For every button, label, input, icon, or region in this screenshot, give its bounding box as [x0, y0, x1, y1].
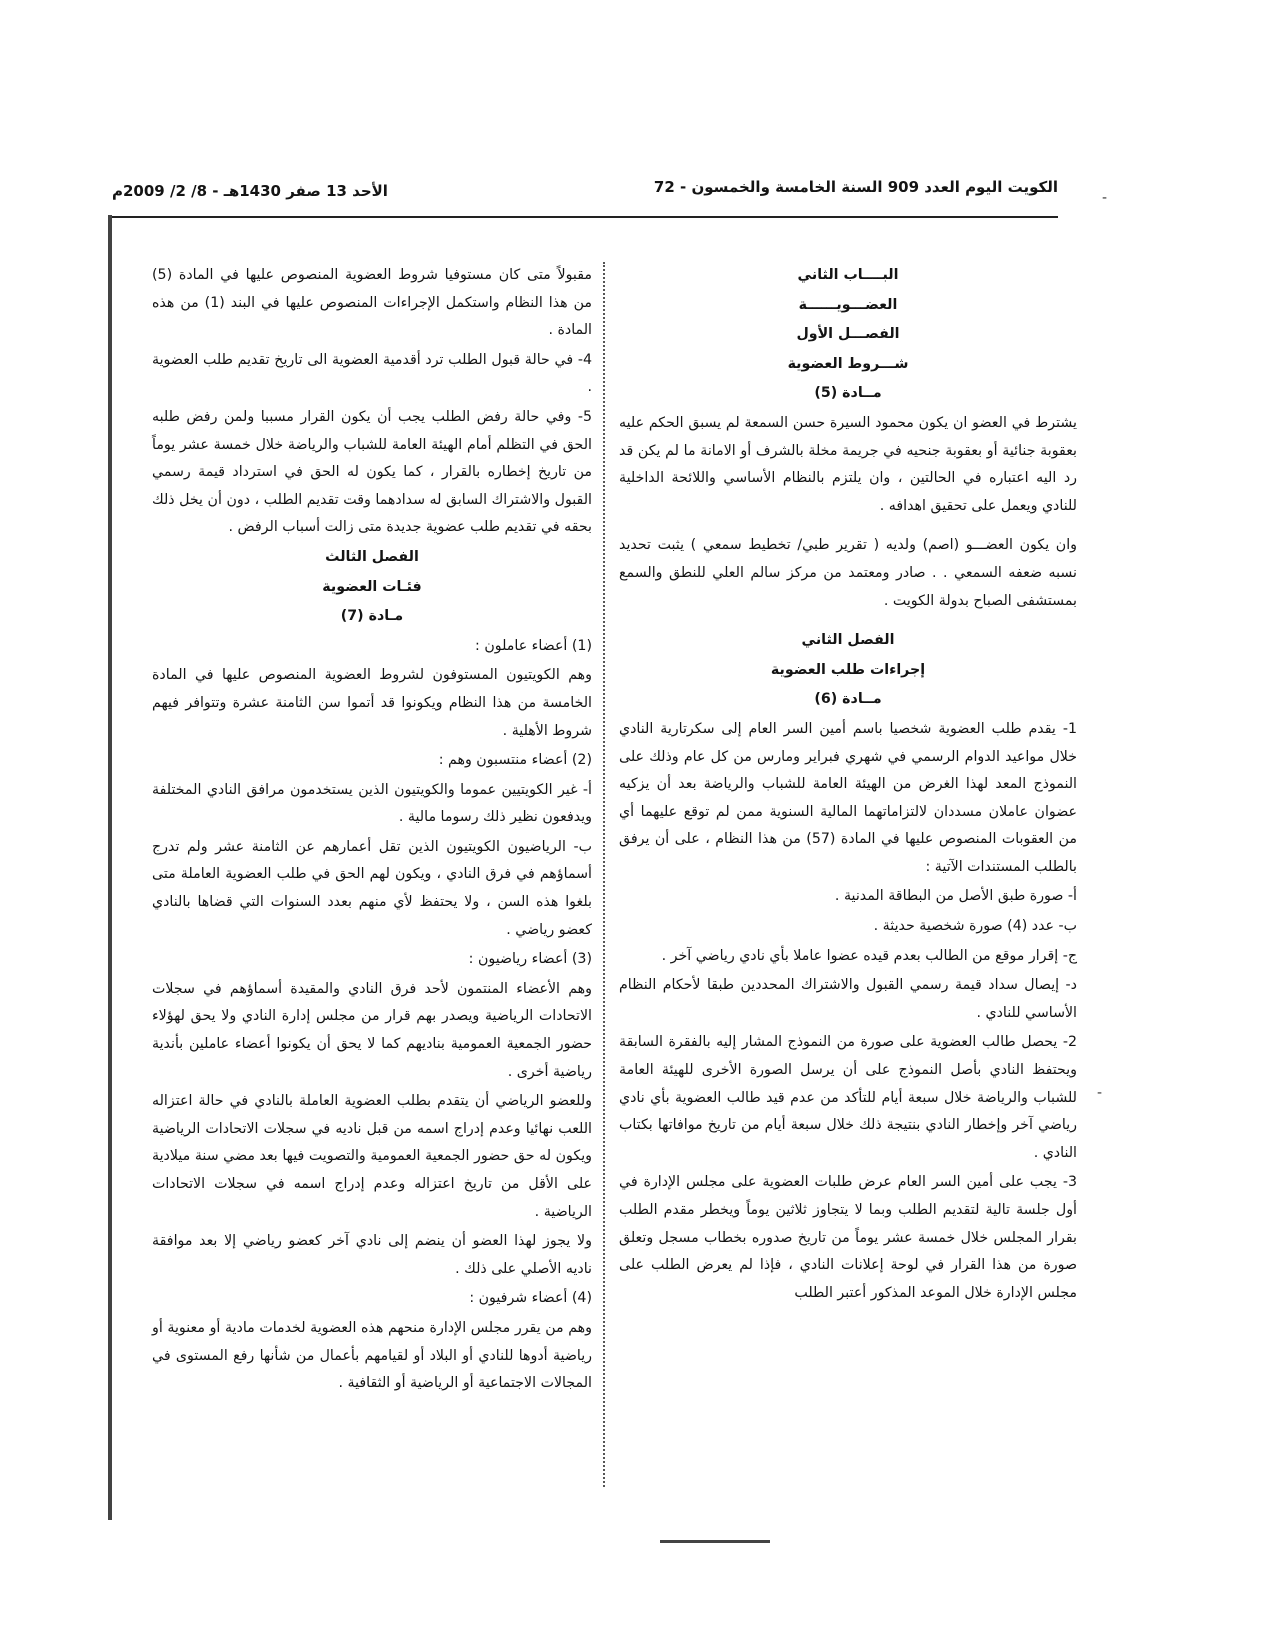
column-separator [603, 262, 605, 1487]
scan-edge [108, 215, 112, 1520]
left-column [152, 262, 592, 1400]
section-title: فئـات العضوية [322, 578, 422, 595]
paragraph: وهم من يقرر مجلس الإدارة منحهم هذه العضوية لخدمات مادية أو معنوية أو رياضية أدوها للنادي أو البلاد أو لقيامهم بأعمال من شأنها رفع المستوى في المجالات الاجتماعية أو الرياضية أو الثقافية . [152, 1319, 592, 1392]
section-heading: الفصـــل الأول [796, 326, 900, 343]
category-label: (3) أعضاء رياضيون : [468, 951, 592, 968]
right-column [619, 262, 1077, 1309]
page-header [112, 178, 1058, 212]
list-item: ب- عدد (4) صورة شخصية حديثة . [873, 918, 1077, 935]
paragraph: يشترط في العضو ان يكون محمود السيرة حسن السمعة لم يسبق الحكم عليه بعقوبة جنائية أو بعقوبة جنحيه في جريمة مخلة بالشرف أو الامانة ما لم يكن قد رد اليه اعتباره في الحالتين ، وان يلتزم بالنظام الأساسي واللائحة الداخلية للنادي ويعمل على تحقيق اهدافه . [619, 414, 1077, 514]
list-item: د- إيصال سداد قيمة رسمي القبول والاشتراك المحددين طبقا لأحكام النظام الأساسي للنادي . [619, 977, 1077, 1021]
header-date: الأحد 13 صفر 1430هـ - 8/ 2/ 2009م [112, 182, 388, 200]
paragraph: وهم الكويتيون المستوفون لشروط العضوية المنصوص عليها في المادة الخامسة من هذا النظام ويكونوا قد أتموا سن الثامنة عشرة وتتوافر فيهم شروط الأهلية . [152, 667, 592, 739]
category-label: (4) أعضاء شرفيون : [469, 1290, 592, 1307]
header-issue: الكويت اليوم العدد 909 السنة الخامسة والخمسون - 72 [653, 178, 1058, 196]
paragraph: 4- في حالة قبول الطلب ترد أقدمية العضوية الى تاريخ تقديم طلب العضوية . [152, 351, 592, 396]
list-item: أ- صورة طبق الأصل من البطاقة المدنية . [834, 888, 1077, 905]
paragraph: 5- وفي حالة رفض الطلب يجب أن يكون القرار مسببا ولمن رفض طلبه الحق في التظلم أمام الهيئة العامة للشباب والرياضة خلال خمسة عشر يوماً من تاريخ إخطاره بالقرار ، كما يكون له الحق في استرداد قيمة رسمي القبول والاشتراك السابق له سدادهما وقت تقديم الطلب ، دون أن يخل ذلك بحقه في تقديم طلب عضوية جديدة متى زالت أسباب الرفض . [152, 408, 592, 536]
section-heading: الفصل الثاني [801, 632, 895, 649]
margin-mark: - [1102, 190, 1108, 206]
chapter-title: العضـــويــــــة [798, 296, 898, 313]
category-label: (1) أعضاء عاملون : [475, 637, 592, 654]
category-label: (2) أعضاء منتسبون وهم : [438, 752, 592, 769]
article-heading: مــادة (6) [814, 691, 882, 708]
paragraph: ب- الرياضيون الكويتيون الذين تقل أعمارهم عن الثامنة عشر ولم تدرج أسماؤهم في فرق النادي ، ويكون لهم الحق في طلب العضوية العاملة متى بلغوا هذه السن ، ولا يحتفظ لأي منهم بعدد السنوات التي قضاها بالنادي كعضو رياضي . [152, 838, 592, 938]
list-item: ج- إقرار موقع من الطالب بعدم قيده عضوا عاملا بأي نادي رياضي آخر . [661, 947, 1077, 964]
paragraph: وهم الأعضاء المنتمون لأحد فرق النادي والمقيدة أسماؤهم في سجلات الاتحادات الرياضية ويصدر بهم قرار من مجلس إدارة النادي ولا يحق لهؤلاء حضور الجمعية العمومية بناديهم كما لا يحق أن يكونوا أعضاء عاملين بأندية رياضية أخرى . [152, 980, 592, 1080]
article-heading: مـادة (7) [340, 608, 404, 625]
paragraph: 2- يحصل طالب العضوية على صورة من النموذج المشار إليه بالفقرة السابقة ويحتفظ النادي بأصل النموذج على أن يرسل الصورة الأخرى للهيئة العامة للشباب والرياضة خلال سبعة أيام للتأكد من عدم قيد طالب العضوية بأي نادي رياضي آخر وإخطار النادي بنتيجة ذلك خلال سبعة أيام من تاريخ موافاتها بكتاب النادي . [619, 1034, 1077, 1161]
section-title: شـــروط العضوية [787, 355, 909, 372]
paragraph: وان يكون العضـــو (اصم) ولديه ( تقرير طبي/ تخطيط سمعي ) يثبت تحديد نسبه ضعفه السمعي . . صادر ومعتمد من مركز سالم العلي للنطق والسمع بمستشفى الصباح بدولة الكويت . [619, 537, 1077, 609]
paragraph: ولا يجوز لهذا العضو أن ينضم إلى نادي آخر كعضو رياضي إلا بعد موافقة ناديه الأصلي على ذلك . [152, 1233, 592, 1277]
margin-mark: - [1097, 1085, 1103, 1101]
article-heading: مــادة (5) [814, 385, 882, 402]
paragraph: 1- يقدم طلب العضوية شخصيا باسم أمين السر العام إلى سكرتارية النادي خلال مواعيد الدوام الرسمي في شهري فبراير ومارس من كل عام وذلك على النموذج المعد لهذا الغرض من الهيئة العامة للشباب والرياضة بعد أن يزكيه عضوان عاملان مسددان لالتزاماتهما المالية السنوية ممن لم توقع عليهما أي من العقوبات المنصوص عليها في المادة (57) من هذا النظام ، على أن يرفق بالطلب المستندات الآتية : [619, 720, 1077, 875]
section-heading: الفصل الثالث [325, 548, 419, 565]
chapter-heading: البــــاب الثاني [797, 267, 899, 283]
paragraph: أ- غير الكويتيين عموما والكويتيون الذين يستخدمون مرافق النادي المختلفة ويدفعون نظير ذلك رسوما مالية . [152, 781, 592, 826]
section-title: إجراءات طلب العضوية [770, 661, 926, 678]
paragraph: وللعضو الرياضي أن يتقدم بطلب العضوية العاملة بالنادي في حالة اعتزاله اللعب نهائيا وعدم إدراج اسمه من قبل ناديه في سجلات الاتحادات الرياضية ويكون له حق حضور الجمعية العمومية والتصويت فيها بعد مضي سنة ميلادية على الأقل من تاريخ اعتزاله وعدم إدراج اسمه في سجلات الاتحادات الرياضية . [152, 1093, 592, 1220]
header-rule [112, 216, 1058, 218]
paragraph: مقبولاً متى كان مستوفيا شروط العضوية المنصوص عليها في المادة (5) من هذا النظام واستكمل الإجراءات المنصوص عليها في البند (1) من هذه المادة . [152, 267, 592, 339]
paragraph: 3- يجب على أمين السر العام عرض طلبات العضوية على مجلس الإدارة في أول جلسة تالية لتقديم الطلب وبما لا يتجاوز ثلاثين يوماً ويخطر مقدم الطلب بقرار المجلس خلال خمسة عشر يوماً من تاريخ صدوره بخطاب مسجل وتعلق صورة من هذا القرار في لوحة إعلانات النادي ، فإذا لم يعرض الطلب على مجلس الإدارة خلال الموعد المذكور أعتبر الطلب [619, 1174, 1077, 1301]
footer-mark [660, 1540, 770, 1543]
